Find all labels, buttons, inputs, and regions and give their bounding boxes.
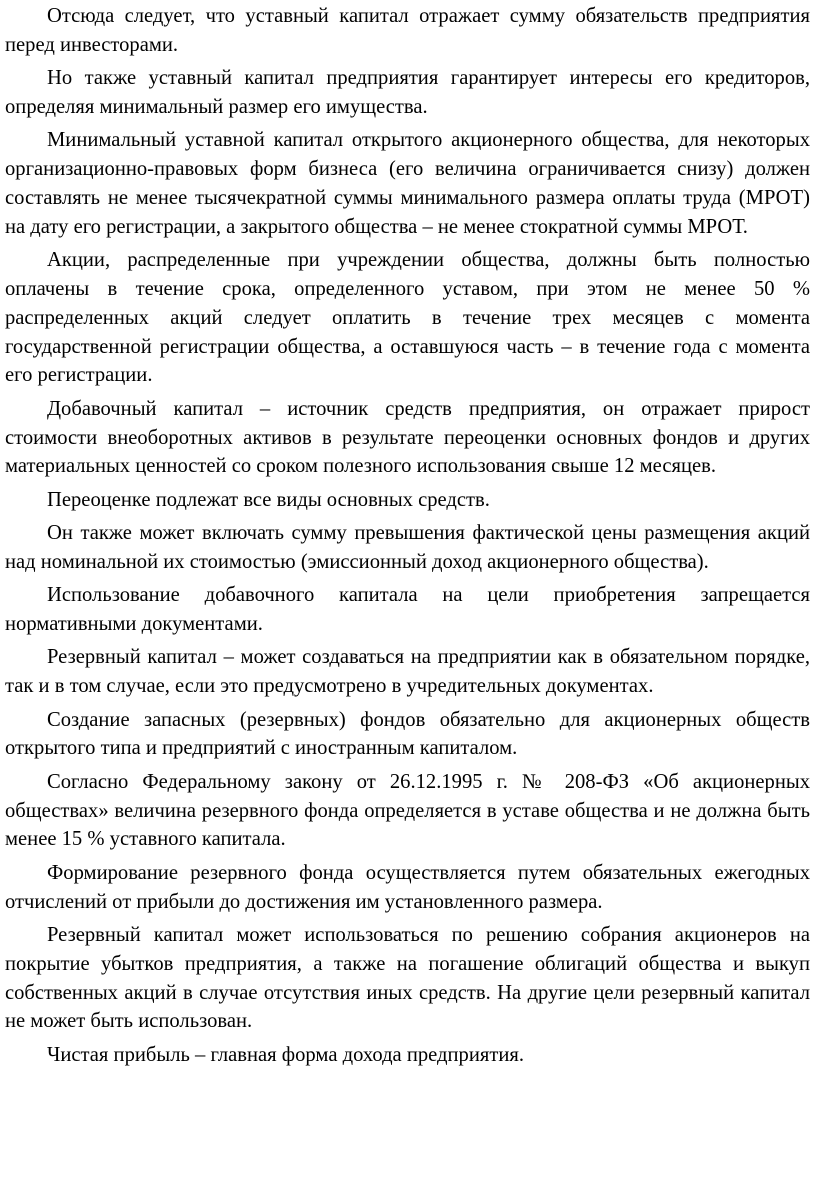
paragraph: Резервный капитал – может создаваться на предприятии как в обязательном порядке, так и в том случае, если это предусмотрено в учредительных документах. [5,646,810,698]
paragraph: Переоценке подлежат все виды основных средств. [47,488,490,511]
paragraph: Добавочный капитал – источник средств предприятия, он отражает прирост стоимости внеоборотных активов в результате переоценки основных фондов и других материальных ценностей со сроком полезного использования свыше 12 месяцев. [5,397,810,478]
paragraph: Он также может включать сумму превышения фактической цены размещения акций над номинальной их стоимостью (эмиссионный доход акционерного общества). [5,522,810,573]
paragraph: Минимальный уставной капитал открытого акционерного общества, для некоторых организационно-правовых форм бизнеса (его величина ограничивается снизу) должен составлять не менее тысячекратной суммы минимального размера оплаты труда (МРОТ) на дату его регистрации, а закрытого общества – не менее стократной суммы МРОТ. [5,129,810,238]
paragraph: Согласно Федеральному закону от 26.12.1995 г. № 208-ФЗ «Об акционерных обществах» величина резервного фонда определяется в уставе общества и не должна быть менее 15 % уставного капитала. [5,770,810,851]
paragraph: Создание запасных (резервных) фондов обязательно для акционерных обществ открытого типа и предприятий с иностранным капиталом. [5,708,810,760]
paragraph: Резервный капитал может использоваться по решению собрания акционеров на покрытие убытков предприятия, а также на погашение облигаций общества и выкуп собственных акций в случае отсутствия иных средств. На другие цели резервный капитал не может быть использован. [5,924,810,1033]
paragraph: Но также уставный капитал предприятия гарантирует интересы его кредиторов, определяя минимальный размер его имущества. [5,67,810,118]
paragraph: Отсюда следует, что уставный капитал отражает сумму обязательств предприятия перед инвесторами. [5,5,810,56]
paragraph: Акции, распределенные при учреждении общества, должны быть полностью оплачены в течение срока, определенного уставом, при этом не менее 50 % распределенных акций следует оплатить в течение трех месяцев с момента государственной регистрации общества, а оставшуюся часть – в течение года с момента его регистрации. [5,249,810,387]
paragraph: Чистая прибыль – главная форма дохода предприятия. [47,1043,524,1066]
paragraph: Использование добавочного капитала на цели приобретения запрещается нормативными документами. [5,584,810,636]
paragraph: Формирование резервного фонда осуществляется путем обязательных ежегодных отчислений от прибыли до достижения им установленного размера. [5,861,810,913]
